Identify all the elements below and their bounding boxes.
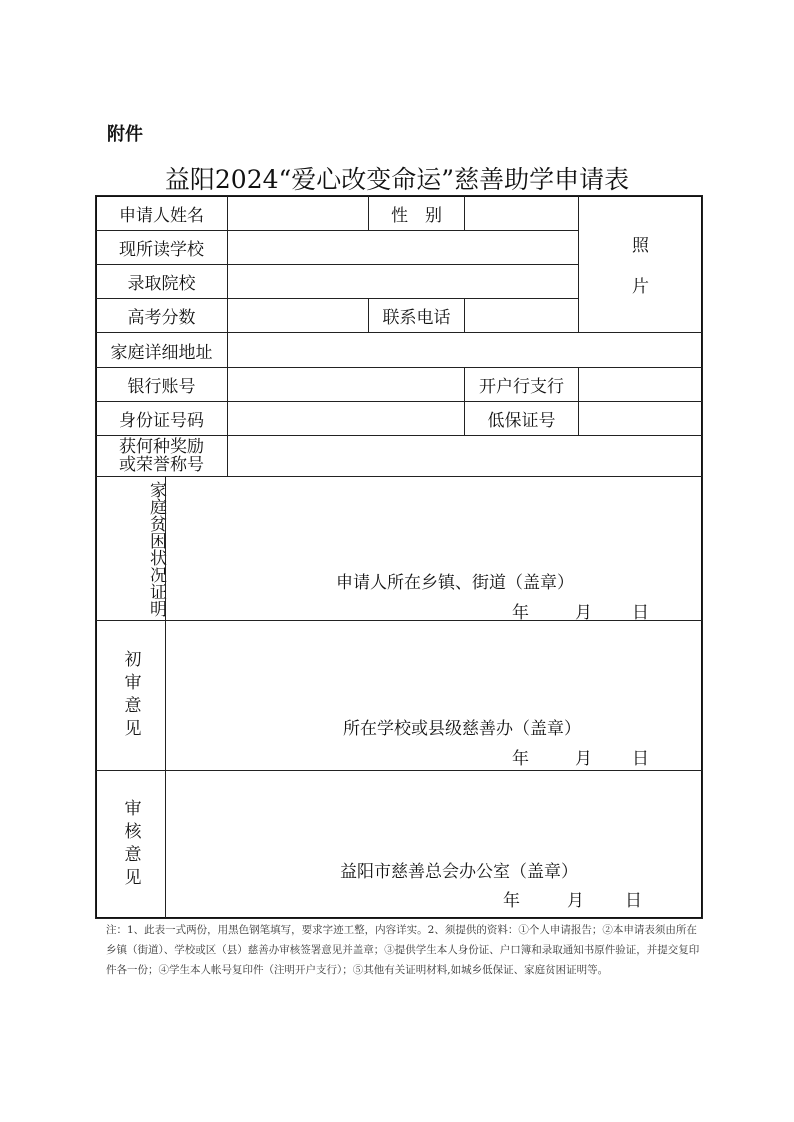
label-bank-branch: 开户行支行	[464, 367, 579, 402]
label-id-number: 身份证号码	[95, 401, 228, 436]
label-phone: 联系电话	[368, 298, 465, 333]
name-field[interactable]	[227, 195, 369, 231]
photo-label-2: 片	[632, 277, 649, 297]
poverty-signer: 申请人所在乡镇、街道（盖章）	[336, 573, 574, 593]
initial-review-field[interactable]	[165, 620, 703, 771]
section-initial-review-label: 初审意见	[95, 620, 166, 771]
admitted-school-field[interactable]	[227, 264, 579, 299]
id-number-field[interactable]	[227, 401, 465, 436]
address-field[interactable]	[227, 332, 703, 368]
label-current-school: 现所读学校	[95, 230, 228, 265]
current-school-field[interactable]	[227, 230, 579, 265]
poverty-day: 日	[632, 603, 649, 623]
awards-field[interactable]	[227, 435, 703, 477]
bank-branch-field[interactable]	[578, 367, 703, 402]
section-final-review-label: 审核意见	[95, 770, 166, 919]
photo-box	[578, 195, 703, 333]
footnote: 注：1、此表一式两份，用黑色钢笔填写，要求字迹工整，内容详实。2、须提供的资料：①个人申请报告；②本申请表须由所在乡镇（街道）、学校或区（县）慈善办审核签署意见并盖章；③提供学生本人身份证、户口簿和录取通知书原件验证，并提交复印件各一份；④学生本人帐号复印件（注明开户支行）；⑤其他有关证明材料,如城乡低保证、家庭贫困证明等。	[106, 924, 700, 976]
gender-field[interactable]	[464, 195, 579, 231]
final-review-field[interactable]	[165, 770, 703, 919]
poverty-month: 月	[575, 603, 592, 623]
initial-review-day: 日	[632, 749, 649, 769]
label-admitted-school: 录取院校	[95, 264, 228, 299]
attachment-label: 附件	[107, 124, 143, 145]
label-bank-account: 银行账号	[95, 367, 228, 402]
awards-label-line-2: 或荣誉称号	[119, 455, 204, 475]
final-review-signer: 益阳市慈善总会办公室（盖章）	[340, 862, 578, 882]
label-gender: 性 别	[368, 195, 465, 231]
initial-review-year: 年	[512, 749, 529, 769]
awards-label-line-1: 获何种奖励	[119, 437, 204, 457]
label-address: 家庭详细地址	[95, 332, 228, 368]
poverty-proof-field[interactable]	[165, 476, 703, 621]
bank-account-field[interactable]	[227, 367, 465, 402]
form-title: 益阳2024“爱心改变命运”慈善助学申请表	[164, 165, 630, 194]
photo-label-1: 照	[632, 236, 649, 256]
final-review-year: 年	[503, 891, 520, 911]
label-awards	[95, 435, 228, 477]
initial-review-month: 月	[575, 749, 592, 769]
score-field[interactable]	[227, 298, 369, 333]
final-review-day: 日	[625, 891, 642, 911]
section-poverty-label: 家庭贫困状况证明	[95, 476, 166, 621]
phone-field[interactable]	[464, 298, 579, 333]
poverty-year: 年	[512, 603, 529, 623]
label-score: 高考分数	[95, 298, 228, 333]
low-income-id-field[interactable]	[578, 401, 703, 436]
final-review-month: 月	[567, 891, 584, 911]
initial-review-signer: 所在学校或县级慈善办（盖章）	[343, 719, 581, 739]
label-name: 申请人姓名	[95, 195, 228, 231]
label-low-income-id: 低保证号	[464, 401, 579, 436]
